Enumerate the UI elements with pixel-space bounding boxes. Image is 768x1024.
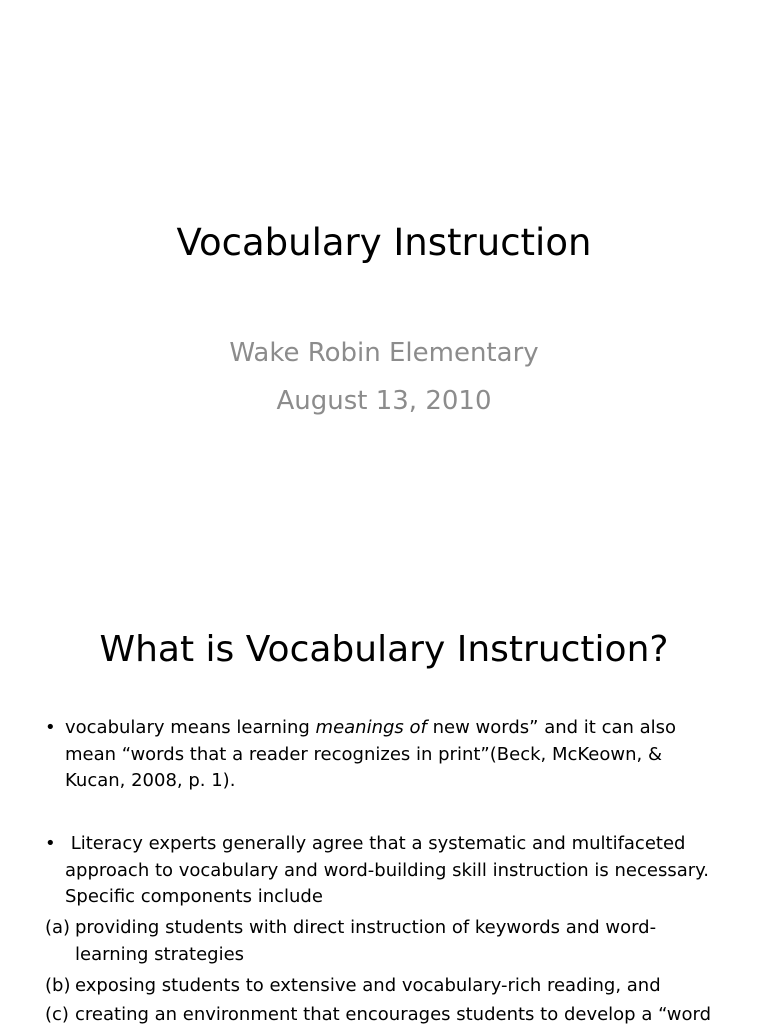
paragraph-line: Specific components include: [65, 886, 323, 907]
content-slide: [0, 576, 768, 1024]
item-letter: (a): [45, 917, 71, 938]
bullet-paragraph-components: [65, 831, 755, 911]
subtitle-school: Wake Robin Elementary: [229, 338, 539, 368]
list-item: [75, 973, 760, 1000]
bullet-paragraph-definition: [65, 715, 755, 795]
item-letter: (b): [45, 975, 71, 996]
text-run: new words” and it can also: [426, 717, 677, 738]
paragraph-line: approach to vocabulary and word-building skill instruction is necessary.: [65, 859, 709, 881]
item-line: learning strategies: [75, 943, 245, 965]
list-item: [75, 1002, 760, 1024]
paragraph-line: [65, 715, 755, 742]
subtitle-date: August 13, 2010: [276, 386, 492, 416]
list-item: [75, 915, 760, 968]
emphasis-text: meanings of: [315, 717, 427, 738]
paragraph-line: Kucan, 2008, p. 1).: [65, 770, 236, 791]
slide-title: What is Vocabulary Instruction?: [99, 629, 669, 670]
item-line: exposing students to extensive and vocabulary-rich reading, and: [75, 975, 661, 996]
item-line: providing students with direct instruction of keywords and word-: [75, 917, 657, 938]
item-letter: (c): [45, 1004, 69, 1024]
bullet-marker: •: [45, 717, 56, 738]
paragraph-line: mean “words that a reader recognizes in print”(Beck, McKeown, &: [65, 743, 662, 765]
paragraph-line: Literacy experts generally agree that a systematic and multifaceted: [65, 833, 686, 854]
bullet-marker: •: [45, 833, 56, 854]
text-run: vocabulary means learning: [65, 717, 316, 738]
item-line: creating an environment that encourages students to develop a “word: [75, 1004, 712, 1024]
slide-title: Vocabulary Instruction: [176, 221, 592, 264]
